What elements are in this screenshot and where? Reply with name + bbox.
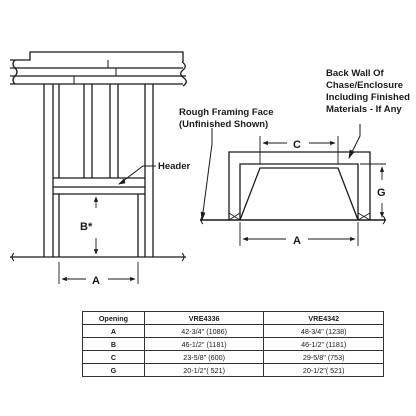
table-row — [83, 364, 384, 377]
firebox-outline — [240, 168, 358, 220]
outer-frame — [229, 152, 370, 220]
table-row — [83, 351, 384, 364]
dim-b-front-label: B* — [80, 221, 93, 233]
table-cell: 42-3/4" (1086) — [144, 325, 264, 338]
rough-opening — [59, 194, 138, 257]
table-cell: B — [83, 338, 145, 351]
rough-framing-line-2: (Unfinished Shown) — [179, 119, 269, 130]
table-cell: 29-5/8" (753) — [264, 351, 384, 364]
back-wall-line-3: Including Finished — [326, 92, 410, 103]
back-wall-line-4: Materials - If Any — [326, 104, 402, 115]
dim-c-label: C — [293, 139, 301, 151]
table-header-row — [83, 312, 384, 325]
top-leaders — [201, 124, 360, 220]
table-row — [83, 338, 384, 351]
table-cell: 23-5/8" (600) — [144, 351, 264, 364]
table-cell: A — [83, 325, 145, 338]
table-header-cell: VRE4342 — [264, 312, 384, 325]
header-callout: Header — [158, 161, 191, 172]
back-wall-line-2: Chase/Enclosure — [326, 80, 404, 91]
table-header-cell: Opening — [83, 312, 145, 325]
top-plate — [10, 52, 186, 86]
table-cell: 46-1/2" (1181) — [144, 338, 264, 351]
table-header-cell: VRE4336 — [144, 312, 264, 325]
table-row — [83, 325, 384, 338]
rough-framing-leader — [202, 128, 212, 220]
back-wall-callout — [326, 68, 413, 115]
dim-a-front-label: A — [92, 275, 100, 287]
table-cell: 48-3/4" (1238) — [264, 325, 384, 338]
front-dimensions — [59, 197, 138, 284]
table-cell: 46-1/2" (1181) — [264, 338, 384, 351]
header-beam — [53, 178, 145, 194]
top-view — [200, 152, 386, 224]
back-wall-line-1: Back Wall Of — [326, 68, 384, 79]
table-cell: 20-1/2"( 521) — [144, 364, 264, 377]
rough-framing-callout — [179, 107, 276, 130]
opening-dimensions-table — [82, 311, 384, 377]
dim-g-label: G — [377, 187, 386, 199]
rough-framing-line-1: Rough Framing Face — [179, 107, 274, 118]
table-cell: C — [83, 351, 145, 364]
table-cell: 20-1/2"( 521) — [264, 364, 384, 377]
dim-a-top-label: A — [293, 235, 301, 247]
table-cell: G — [83, 364, 145, 377]
front-view — [10, 52, 186, 261]
